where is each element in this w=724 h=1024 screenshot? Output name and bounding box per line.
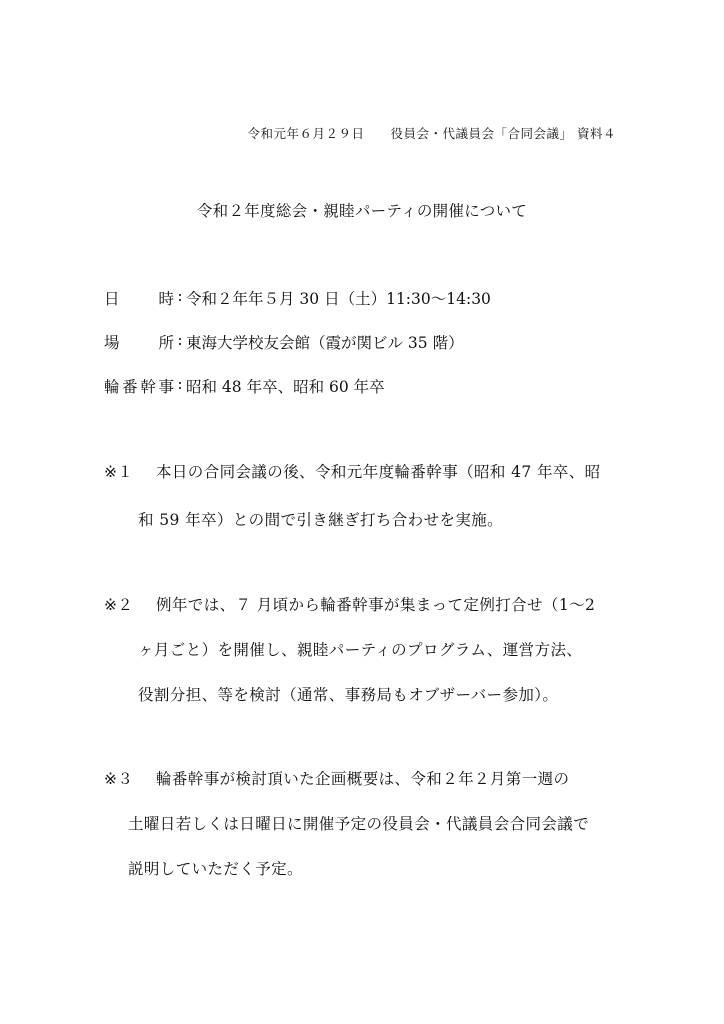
info-value-datetime: 令和２年年５月 30 日（土）11:30～14:30 [186, 290, 491, 308]
info-row-organizers [104, 375, 385, 397]
info-separator: : [177, 375, 183, 393]
info-row-datetime [104, 287, 491, 309]
note-3-line-3: 説明していただく予定。 [128, 860, 303, 878]
note-mark: ※３ [104, 770, 134, 788]
note-mark: ※１ [104, 463, 134, 481]
info-row-venue [104, 331, 464, 353]
note-2-line-1: ※２ 例年では、７ 月頃から輪番幹事が集まって定例打合せ（1～2 [104, 593, 595, 615]
info-separator: : [177, 331, 183, 349]
document-title: 令和２年度総会・親睦パーティの開催について [196, 202, 528, 220]
info-value-venue: 東海大学校友会館（霞が関ビル 35 階） [186, 334, 464, 352]
info-label: 場 所 [104, 334, 174, 352]
info-separator: : [177, 287, 183, 305]
note-1-line-1: ※１ 本日の合同会議の後、令和元年度輪番幹事（昭和 47 年卒、昭 [104, 460, 601, 482]
document-header: 令和元年６月２９日 役員会・代議員会「合同会議」 資料４ [247, 126, 616, 141]
note-2-line-2: ヶ月ごと）を開催し、親睦パーティのプログラム、運営方法、 [138, 641, 583, 659]
info-value-organizers: 昭和 48 年卒、昭和 60 年卒 [186, 378, 385, 396]
info-label: 日 時 [104, 290, 174, 308]
note-2-line-3: 役割分担、等を検討（通常、事務局もオブザーバー参加）。 [138, 686, 559, 704]
info-label: 輪 番 幹 事 [104, 378, 174, 396]
note-1-line-2: 和 59 年卒）との間で引き継ぎ打ち合わせを実施。 [138, 511, 504, 529]
note-3-line-2: 土曜日若しくは日曜日に開催予定の役員会・代議員会合同会議で [128, 815, 590, 833]
note-mark: ※２ [104, 596, 134, 614]
note-3-line-1: ※３ 輪番幹事が検討頂いた企画概要は、令和２年２月第一週の [104, 767, 569, 789]
